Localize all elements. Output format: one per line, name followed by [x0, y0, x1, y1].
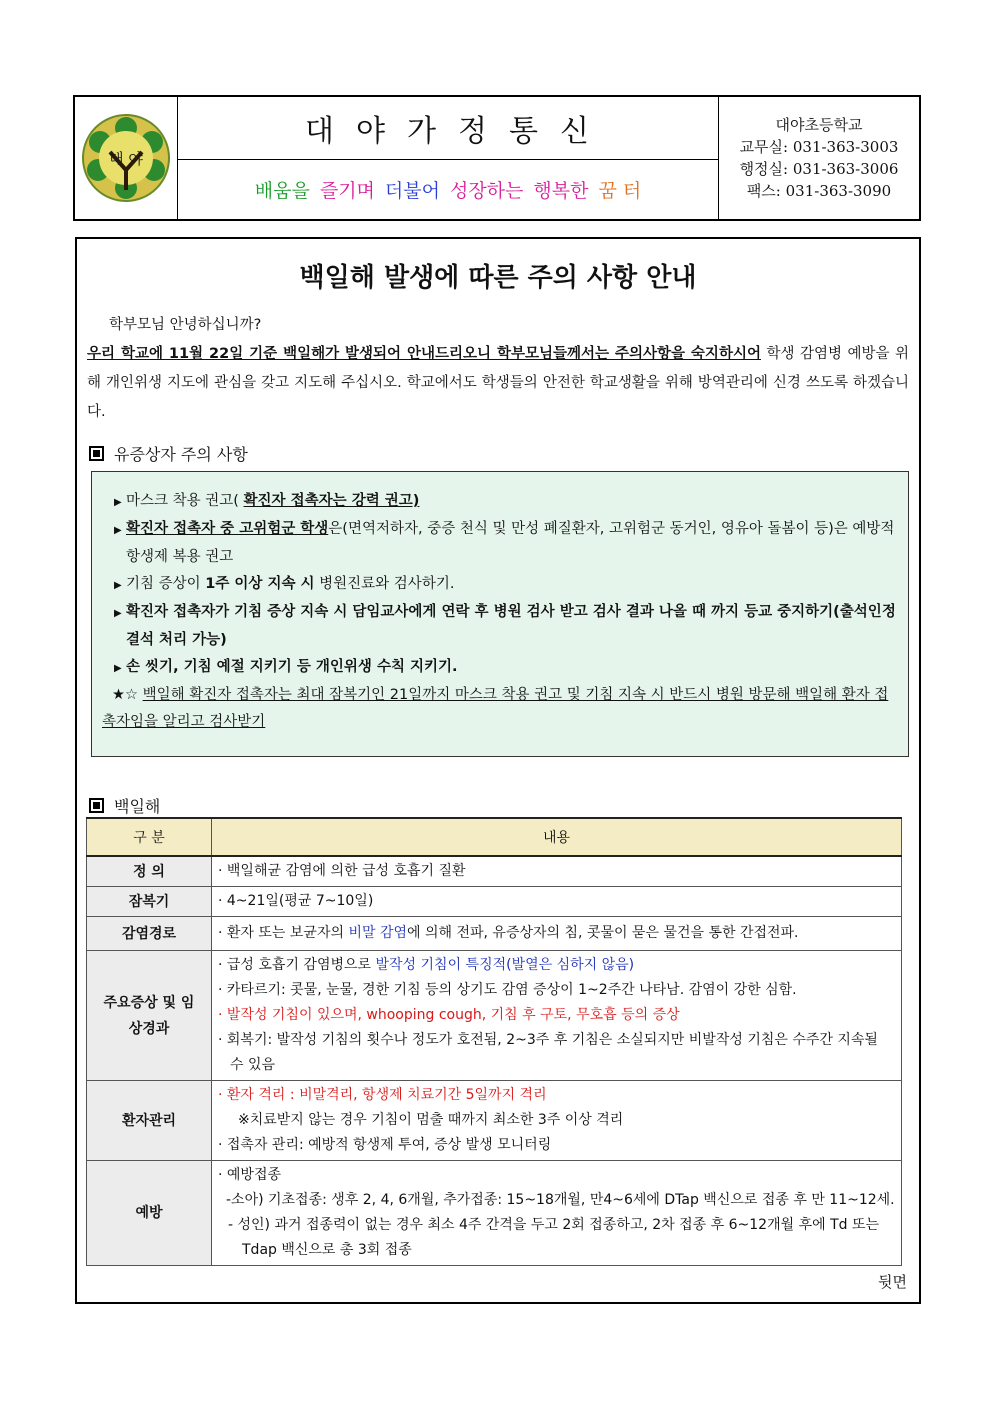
- precautions-box: [91, 471, 909, 757]
- table-header-row: [87, 818, 902, 856]
- column-header: 구 분: [87, 818, 212, 856]
- triangle-bullet-icon: ▶: [114, 525, 122, 536]
- teachers-office-phone: 교무실: 031-363-3003: [739, 138, 899, 156]
- triangle-bullet-icon: ▶: [114, 608, 122, 619]
- slogan-word: 성장하는: [449, 180, 524, 202]
- page-footer-note: 뒷면: [878, 1273, 907, 1291]
- slogan-word: 배움을: [254, 180, 310, 202]
- notice-title: 백일해 발생에 따른 주의 사항 안내: [299, 263, 697, 293]
- slogan-word: 더불어: [384, 180, 440, 202]
- school-emblem-icon: [80, 112, 172, 204]
- symptomatic-heading: 유증상자 주의 사항: [89, 442, 248, 465]
- square-bullet-icon: [89, 446, 104, 461]
- table-row: 잠복기 · 4~21일(평균 7~10일): [87, 887, 902, 917]
- slogan-word: 행복한: [533, 180, 589, 202]
- school-contact: [719, 97, 919, 219]
- newsletter-title: 대야가정통신: [178, 97, 718, 160]
- slogan-word: 즐기며: [319, 180, 375, 202]
- table-row: 감염경로 · 환자 또는 보균자의 비말 감염에 의해 전파, 유증상자의 침, 콧물이 묻은 물건을 통한 간접전파.: [87, 917, 902, 951]
- triangle-bullet-icon: ▶: [114, 580, 122, 591]
- table-row: 주요증상 및 임상경과 · 급성 호흡기 감염병으로 발작성 기침이 특징적(발열은 심하지 않음) · 카타르기: 콧물, 눈물, 경한 기침 등의 상기도 감염 증상이 1~2주간 나타남. 감염이 강한 심함. · 발작성 기침이 있으며, whooping cough, 기침 후 구토, 무호흡 등의 증상 · 회복기: 발작성 기침의 횟수나 정도가 호전됨, 2~3주 후 기침은 소실되지만 비발작성 기침은 수주간 지속될 수 있음: [87, 951, 902, 1081]
- precaution-item: ▶ 확진자 접촉자가 기침 증상 지속 시 담임교사에게 연락 후 병원 검사 받고 검사 결과 나올 때 까지 등교 중지하기(출석인정 결석 처리 가능): [102, 599, 898, 654]
- table-row: 정 의 · 백일해균 감염에 의한 급성 호흡기 질환: [87, 856, 902, 887]
- triangle-bullet-icon: ▶: [114, 497, 122, 508]
- triangle-bullet-icon: ▶: [114, 663, 122, 674]
- svg-text:대 야: 대 야: [109, 150, 143, 168]
- intro-rest: 학생 감염병 예방을 위해 개인위생 지도에 관심을 갖고 지도해 주십시오. 학교에서도 학생들의 안전한 학교생활을 위해 방역관리에 신경 쓰도록 하겠습니다.: [87, 346, 910, 420]
- precaution-item: ▶ 확진자 접촉자 중 고위험군 학생은(면역저하자, 중증 천식 및 만성 폐질환자, 고위험군 동거인, 영유아 돌봄이 등)은 예방적 항생제 복용 권고: [102, 516, 898, 571]
- school-slogan: [178, 160, 718, 219]
- pertussis-table: [86, 817, 902, 1266]
- intro-underlined: 우리 학교에 11월 22일 기준 백일해가 발생되어 안내드리오니 학부모님들께서는 주의사항을 숙지하시어: [87, 346, 761, 362]
- notice-body: [75, 237, 921, 1304]
- precaution-item: ▶ 손 씻기, 기침 예절 지키기 등 개인위생 수칙 지키기.: [102, 654, 898, 682]
- star-icon: ★☆: [112, 687, 138, 703]
- column-header: 내용: [212, 818, 902, 856]
- square-bullet-icon: [89, 798, 104, 813]
- slogan-word: 꿈 터: [598, 180, 642, 202]
- precaution-item: ▶ 기침 증상이 1주 이상 지속 시 병원진료와 검사하기.: [102, 571, 898, 599]
- intro-paragraph: [87, 340, 909, 427]
- school-logo: [75, 97, 178, 219]
- star-notice: ★☆ 백일해 확진자 접촉자는 최대 잠복기인 21일까지 마스크 착용 권고 및 기침 지속 시 반드시 병원 방문해 백일해 환자 접촉자임을 알리고 검사받기: [102, 687, 889, 730]
- table-row: 환자관리 · 환자 격리 : 비말격리, 항생제 치료기간 5일까지 격리 ※치료받지 않는 경우 기침이 멈출 때까지 최소한 3주 이상 격리 · 접촉자 관리: 예방적 항생제 투여, 증상 발생 모니터링: [87, 1081, 902, 1161]
- precaution-item: ▶ 마스크 착용 권고( 확진자 접촉자는 강력 권고): [102, 488, 898, 516]
- table-row: 예방 · 예방접종 -소아) 기초접종: 생후 2, 4, 6개월, 추가접종: 15~18개월, 만4~6세에 DTap 백신으로 접종 후 만 11~12세. - 성인) 과거 접종력이 없는 경우 최소 4주 간격을 두고 2회 접종하고, 2차 접종 후 6~12개월 후에 Td 또는 Tdap 백신으로 총 3회 접종: [87, 1161, 902, 1266]
- newsletter-header: [73, 95, 921, 221]
- greeting: 학부모님 안녕하십니까?: [109, 317, 262, 333]
- fax-number: 팩스: 031-363-3090: [746, 182, 892, 200]
- admin-office-phone: 행정실: 031-363-3006: [739, 160, 899, 178]
- school-name: 대야초등학교: [775, 116, 863, 134]
- pertussis-heading: 백일해: [89, 794, 160, 817]
